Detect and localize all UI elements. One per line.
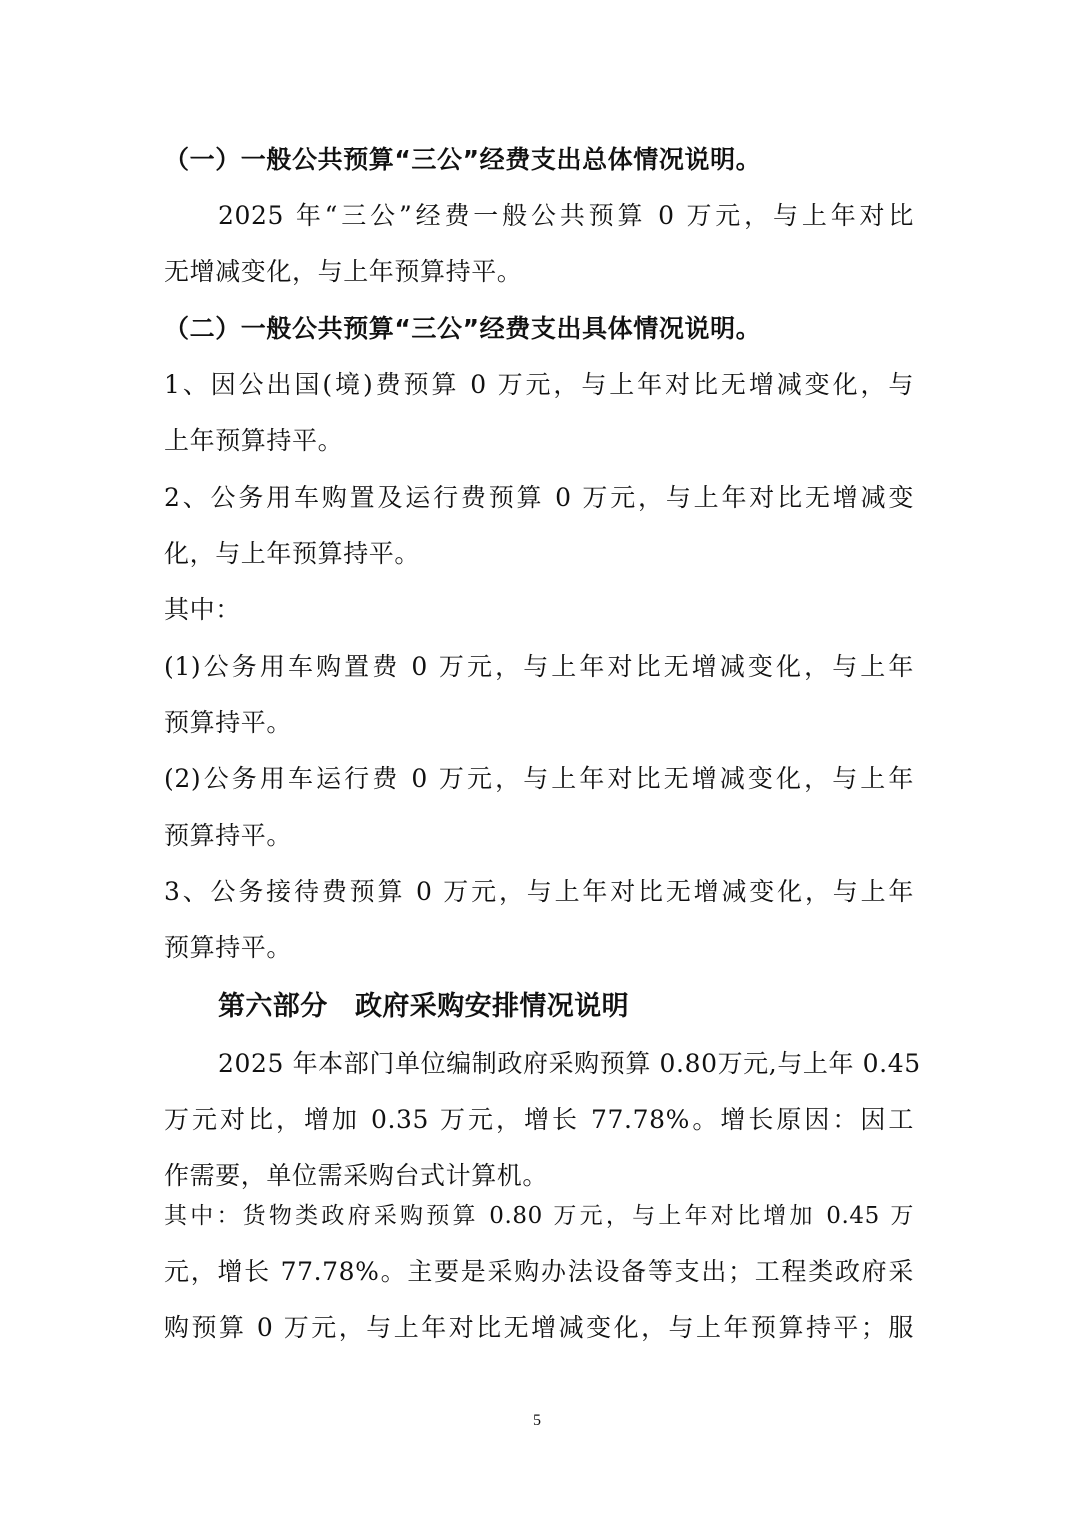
item-1-line-1: 1、因公出国(境)费预算 0 万元，与上年对比无增减变化，与 <box>164 370 914 399</box>
procurement-paragraph-line-3: 作需要，单位需采购台式计算机。 <box>164 1161 549 1190</box>
sub-item-2-line-2: 预算持平。 <box>164 821 293 850</box>
item-2-line-1: 2、公务用车购置及运行费预算 0 万元，与上年对比无增减变 <box>164 483 914 512</box>
sub-item-2-line-1: (2)公务用车运行费 0 万元，与上年对比无增减变化，与上年 <box>164 764 914 793</box>
page-number: 5 <box>533 1412 541 1429</box>
paragraph-overview-line-2: 无增减变化，与上年预算持平。 <box>164 257 523 286</box>
procurement-paragraph-line-2: 万元对比，增加 0.35 万元，增长 77.78%。增长原因：因工 <box>164 1105 914 1134</box>
item-3-line-2: 预算持平。 <box>164 933 293 962</box>
procurement-paragraph-line-1: 2025 年本部门单位编制政府采购预算 0.80万元,与上年 0.45 <box>218 1049 921 1078</box>
procurement-breakdown-line-1: 其中：货物类政府采购预算 0.80 万元，与上年对比增加 0.45 万 <box>164 1203 914 1229</box>
heading-specific-details: （二）一般公共预算“三公”经费支出具体情况说明。 <box>164 314 762 343</box>
heading-general-overview: （一）一般公共预算“三公”经费支出总体情况说明。 <box>164 145 762 174</box>
sub-item-1-line-1: (1)公务用车购置费 0 万元，与上年对比无增减变化，与上年 <box>164 652 914 681</box>
item-3-line-1: 3、公务接待费预算 0 万元，与上年对比无增减变化，与上年 <box>164 877 914 906</box>
among-label: 其中： <box>164 595 241 624</box>
procurement-breakdown-line-2: 元，增长 77.78%。主要是采购办法设备等支出；工程类政府采 <box>164 1257 914 1286</box>
paragraph-overview-line-1: 2025 年“三公”经费一般公共预算 0 万元，与上年对比 <box>218 201 914 230</box>
section-6-title: 第六部分 政府采购安排情况说明 <box>218 991 629 1022</box>
sub-item-1-line-2: 预算持平。 <box>164 708 293 737</box>
procurement-breakdown-line-3: 购预算 0 万元，与上年对比无增减变化，与上年预算持平；服 <box>164 1313 914 1342</box>
item-2-line-2: 化，与上年预算持平。 <box>164 539 421 568</box>
item-1-line-2: 上年预算持平。 <box>164 426 344 455</box>
